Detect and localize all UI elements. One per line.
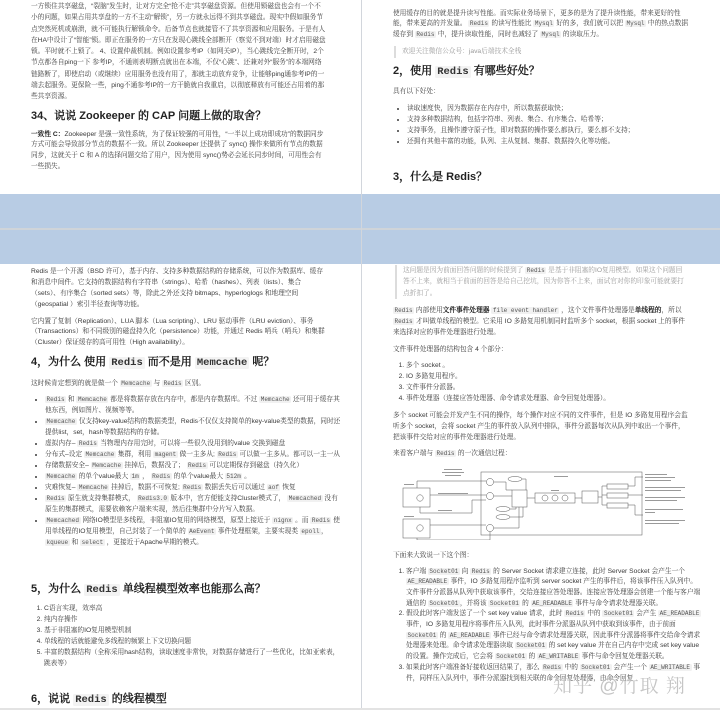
text-run: Zookeeper 是强一致性系统，为了保证较强的可用性，“一半以上成功即成功”的数据同步方式可能会导致部分节点的数据不一致。所以 Zookeeper 还提供了 sync() 操作来做所有节点的数据同步，这就关于 C 和 A 的选择问题交给了用户，因为使用 sync()势必会延长同步时间，可用性会有一些损失。 <box>31 130 324 170</box>
diagram-label <box>645 477 675 478</box>
text-run: 的 <box>437 631 449 639</box>
diagram-label <box>554 476 568 477</box>
inline-code: Redis <box>183 483 202 491</box>
text-run: 做一主多从; <box>177 450 217 458</box>
compare-item <box>45 394 341 416</box>
text-run: 原生就支持集群模式， <box>66 494 137 502</box>
heading-redis-benefits <box>393 64 540 79</box>
connect-handler-box <box>607 484 628 489</box>
inline-code: Redis <box>436 449 455 457</box>
text-run: 数据丢失后可以通过 <box>202 483 267 491</box>
inline-code: magent <box>154 450 177 458</box>
client-box-1 <box>403 488 430 507</box>
efficiency-item: 4. 单线程的话就能避免多线程的频繁上下文切换问题 <box>44 636 340 647</box>
inline-code: Redis <box>437 66 469 78</box>
compare-item <box>45 460 341 471</box>
text-run: 中的热点数据缓存到 <box>393 20 689 38</box>
text-run: 使用单线程的IO复用模型，自己封装了一个简单的 <box>45 516 340 535</box>
text-run: 的 <box>526 653 538 661</box>
inline-code: Redis <box>311 516 330 524</box>
server-socket-node <box>486 478 493 485</box>
diagram-label <box>438 493 468 494</box>
inline-code: AE_READABLE <box>659 610 700 618</box>
text-run: 分布式–设定 <box>45 450 85 458</box>
text-run: 的 <box>520 599 531 607</box>
inline-code: AeEvent <box>189 527 215 535</box>
connector-line <box>598 486 607 497</box>
client-box-2 <box>403 519 430 538</box>
text-run: 。而 <box>293 516 311 524</box>
text-run: ，并将该 <box>459 599 489 607</box>
inline-code: Memcache <box>46 472 76 480</box>
inline-code: Redis <box>163 379 182 387</box>
diagram-label <box>438 510 452 511</box>
inline-code: Socket01 <box>516 642 546 650</box>
inline-code: AE_WRITABLE <box>650 663 691 671</box>
inline-code: Redis <box>394 306 413 314</box>
structure-list <box>393 360 702 404</box>
page-separator-seam <box>0 228 720 230</box>
inline-code: file event handler <box>492 306 558 314</box>
inline-code: Socket01 <box>603 610 633 618</box>
text-run: 区别。 <box>183 379 206 387</box>
benefit-item: • 还拥有其他丰富的功能，队列、主从复制、集群、数据持久化等功能。 <box>407 136 697 147</box>
compare-intro <box>31 378 205 389</box>
text-run: 可以做一主多从。都可以一主一从 <box>237 450 340 458</box>
structure-item: 1. 多个 socket 。 <box>406 360 702 371</box>
socket02-node <box>486 524 493 531</box>
client-socket-1 <box>417 495 423 501</box>
bold-text: 单线程的 <box>634 306 662 314</box>
socket01-node <box>486 492 493 499</box>
queue-event-1 <box>542 495 548 501</box>
inline-code: Socket01 <box>496 653 526 661</box>
efficiency-item: 5. 丰富的数据结构（全称采用hash结构，读取速度非常快，对数据存储进行了一些优化，比如亚索表，跳表等） <box>44 647 340 669</box>
inline-code: Mysql <box>534 20 553 28</box>
event-node-1 <box>508 477 522 482</box>
text-run: 而不是用 <box>144 356 195 368</box>
text-run: ，更接近于Apache早期的模式。 <box>104 538 203 546</box>
text-run: 会产生 <box>634 610 659 618</box>
text-run: 。 <box>242 472 251 480</box>
text-run: 和 <box>66 395 77 403</box>
connector-line <box>628 477 643 486</box>
text-run: 有哪些好处？ <box>470 65 540 77</box>
text-run: 网络IO模型是多线程，非阻塞IO复用的网络模型，原型上接近于 <box>80 516 273 524</box>
inline-code: select <box>81 538 104 546</box>
flow-intro <box>393 448 511 459</box>
structure-item: 2. IO 多路复用程序。 <box>406 371 702 382</box>
text-run: 存储数据安全– <box>45 461 91 469</box>
inline-code: epoll <box>301 527 320 535</box>
structure-item: 3. 文件事件分派器。 <box>406 382 702 393</box>
text-run: 和 <box>69 538 81 546</box>
inline-code: 1m <box>131 472 139 480</box>
redis-features-paragraph: 它内置了复制（Replication）、LUA 脚本（Lua scripting）、LRU 驱动事件（LRU eviction）、事务（Transactions）和不同级别的磁盘持久化（persistence）功能，并通过 Redis 哨兵（哨兵）和集群（Cluster）保证缓存的高可用性（High availability）。 <box>31 317 325 346</box>
inline-code: 512m <box>226 472 241 480</box>
what-is-redis-paragraph: Redis 是一个开源（BSD 许可），基于内存、支持多种数据结构的存储系统，可以作为数据库、缓存和消息中间件。它支持的数据结构有字符串（strings）、哈希（hashes）、列表（lists）、集合（sets）、有序集合（sorted sets）等，除此之外还支持 bitmaps、hyperloglogs 和地理空间（geospatial ）索引半径查询等功能。 <box>31 267 324 309</box>
inline-code: Redis <box>78 439 97 447</box>
text-run: ，所以 <box>661 306 682 314</box>
inline-code: kqueue <box>46 538 69 546</box>
text-run: 事件处理框架，主要实现类 <box>215 527 300 535</box>
inline-code: Memcache <box>121 379 151 387</box>
heading-single-thread-efficiency <box>31 582 266 597</box>
text-run: 事件与命令请求处理器关联。 <box>573 599 663 607</box>
connector-line <box>494 482 512 490</box>
text-run: 是基于非阻塞的IO复用模型。如果这个问题回答不上来，就相当于前面的回答是给自己挖坑，因为你答不上来，面试官对你的印象可能就要打点折扣了。 <box>403 266 684 297</box>
inline-code: Redis <box>469 20 488 28</box>
text-run: 如果此时客户端准备好接收返回结果了，那么 <box>406 663 542 671</box>
text-run: 事件已经与命令请求处理器关联，因此事件分派器将事件交给命令请求处理器来处理。命令请求处理器读取 <box>406 631 701 650</box>
communication-step <box>406 609 702 663</box>
diagram-label <box>551 490 559 491</box>
text-run: 恢复 <box>280 483 296 491</box>
text-run: 中的 <box>585 610 603 618</box>
request-handler-box <box>607 493 628 498</box>
benefits-intro: 具有以下好处： <box>393 87 440 95</box>
text-run: 当物理内存用完时，可以将一些很久没用到的value 交换到磁盘 <box>98 439 286 447</box>
wechat-quote: 欢迎关注微信公众号：java后端技术全栈 <box>394 46 521 58</box>
inline-code: Redis <box>565 610 584 618</box>
communication-step <box>406 567 702 610</box>
text-run: 假设此时客户端发送了一个 set key value 请求，此时 <box>406 610 565 618</box>
text-run: 中的 <box>562 663 580 671</box>
diagram-label <box>404 516 414 517</box>
text-run: 挂掉后，数据不可恢复; <box>109 483 182 491</box>
dispatch-paragraph: 多个 socket 可能会并发产生不同的操作，每个操作对应不同的文件事件，但是 IO 多路复用程序会监听多个 socket，会将 socket 产生的事件放入队列中排队，事件分派器每次从队列中取出一个事件，把该事件交给对应的事件处理器进行处理。 <box>393 411 688 441</box>
benefit-item: • 支持多种数据结构，包括字符串、列表、集合、有序集合、哈希等； <box>407 114 697 125</box>
text-run: 中，提升读取性能，同时也减轻了 <box>435 30 541 38</box>
text-run: ， <box>140 472 151 480</box>
text-run: 事件，IO 多路复用程序将事件压入队列，此时事件分派器从队列中获取到该事件，由于前面 <box>406 621 676 629</box>
page-top-left <box>0 0 361 194</box>
compare-item <box>45 471 341 482</box>
text-run: 呢？ <box>249 356 275 368</box>
diagram-label <box>645 500 677 501</box>
cache-intro-paragraph <box>393 9 689 41</box>
client-socket-2 <box>417 525 423 531</box>
diagram-label <box>645 497 685 498</box>
benefit-item: • 读取速度快，因为数据存在内存中，所以数据获取快； <box>407 103 697 114</box>
heading-thread-model <box>31 692 167 707</box>
structure-item: 4. 事件处理器（连接应答处理器、命令请求处理器、命令回复处理器）。 <box>406 393 702 404</box>
inline-code: Redis <box>543 663 562 671</box>
inline-code: Memcache <box>46 417 76 425</box>
text-run: 虚拟内存– <box>45 439 78 447</box>
inline-code: Memcache <box>78 483 108 491</box>
benefit-item: • 支持事务，且操作遵守原子性，即对数据的操作要么都执行，要么都不支持； <box>407 125 697 136</box>
inline-code: Redis <box>46 395 65 403</box>
efficiency-item: 1. C语言实现，效率高 <box>44 603 340 614</box>
queue-event-3 <box>562 495 568 501</box>
inline-code: Mysql <box>626 20 645 28</box>
connector-line <box>510 507 516 509</box>
text-run: 5，为什么 <box>31 583 85 595</box>
text-run: 事件与命令回复处理器关联。 <box>579 653 669 661</box>
inline-code: Memcached <box>46 516 79 524</box>
redis-server-box <box>481 472 642 535</box>
efficiency-item: 2. 纯内存操作 <box>44 614 340 625</box>
connector-line <box>417 481 486 488</box>
text-run: 灾难恢复– <box>45 483 78 491</box>
inline-code: Redis <box>86 584 118 596</box>
diagram-label <box>442 472 464 473</box>
compare-item <box>45 482 341 493</box>
compare-list <box>31 394 341 548</box>
reply-handler-box <box>607 503 628 508</box>
text-run: 版本中，官方便能支持Cluster模式了， <box>168 494 288 502</box>
text-run: 的 set key value 并在自己内存中完成 set key value 的设置。操作完成后，它会将 <box>406 642 700 661</box>
bold-text: 一致性 C： <box>31 130 65 138</box>
communication-steps <box>393 567 702 685</box>
text-run: 来看客户端与 <box>393 449 435 457</box>
text-run: 事件，IO 多路复用程序监听到 server socket 产生的事件后，将该事件压入队列中。文件事件分派器从队列中获取该事件，交给连接应答处理器。连接应答处理器会创建一个能与客户端通信的 <box>406 578 701 607</box>
text-run: 的 Server Socket 请求建立连接，此时 Server Socket 会产生一个 <box>491 567 685 575</box>
inline-code: Redis <box>526 266 545 274</box>
split-brain-paragraph: 一方锁住共享磁盘，“裂脑”发生时，让对方完全“抢不走”共享磁盘资源。但使用锁磁盘也会有一个不小的问题，如果占用共享盘的一方不主动“解锁”，另一方就永远得不到共享磁盘。现实中假如服务节点突然死机或崩溃，就不可能执行解锁命令。后备节点也就接管不了共享资源和应用服务。于是有人在HA中设计了“智能”锁。即正在服务的一方只在发现心跳线全部断开（察觉不到对端）时才启用磁盘锁。平时就不上锁了。 4、设置仲裁机制。例如设置参考IP（如网关IP），当心跳线完全断开时，2个节点都各自ping一下 参考IP，不通则表明断点就出在本端，不仅“心跳”、还兼对外“服务”的本端网络链路断了，即使启动（或继续）应用服务也没有用了，那就主动放弃竞争，让能够ping通参考IP的一端去起服务。更保险一些，ping不通参考IP的一方干脆就自我重启，以彻底释放有可能还占用着的那些共享资源。 <box>31 3 326 100</box>
compare-item <box>45 493 341 515</box>
diagram-label <box>645 520 685 521</box>
diagram-label <box>645 490 681 491</box>
inline-code: Memcache <box>92 461 122 469</box>
text-run: 的一次通信过程： <box>456 449 512 457</box>
efficiency-item: 3. 基于非阻塞的IO复用模型机制 <box>44 625 340 636</box>
inline-code: Redis <box>188 461 207 469</box>
text-run: 6，说说 <box>31 693 74 705</box>
diagram-explain-intro: 下面来大致说一下这个图： <box>393 551 474 559</box>
heading-zookeeper-cap: 34、说说 Zookeeper 的 CAP 问题上做的取舍？ <box>31 110 267 122</box>
benefits-list <box>393 103 697 147</box>
inline-code: AE_READABLE <box>407 578 448 586</box>
connector-line <box>494 507 519 528</box>
text-run: 的线程模型 <box>108 693 167 705</box>
inline-code: aof <box>268 483 279 491</box>
inline-code: Socket01 <box>489 599 519 607</box>
connector-line <box>628 505 643 515</box>
structure-intro: 文件事件处理器的结构包含 4 个部分： <box>393 345 508 353</box>
text-run: 会产生一个 <box>611 663 649 671</box>
text-run: 的读取压力。 <box>561 30 604 38</box>
text-run: 2，使用 <box>393 65 436 77</box>
text-run: 可以定期保存到磁盘（持久化） <box>207 461 304 469</box>
inline-code: Memcache <box>85 450 115 458</box>
inline-code: Memcached <box>288 494 322 502</box>
inline-code: Redis <box>394 317 413 325</box>
page-top-right <box>362 0 720 194</box>
connector-line <box>522 479 526 490</box>
connector-line <box>602 497 607 505</box>
compare-item <box>45 438 341 449</box>
text-run: 没有原生的集群模式，需要依赖客户端来实现，然后往集群中分片写入数据。 <box>45 494 338 513</box>
heading-redis-vs-memcache <box>31 355 274 370</box>
text-run: ，这个文件事件处理器是 <box>559 306 635 314</box>
inline-code: Mysql <box>541 30 560 38</box>
compare-item <box>45 515 341 548</box>
compare-item <box>45 449 341 460</box>
inline-code: Memcache <box>260 395 290 403</box>
text-run: 集群，利用 <box>115 450 154 458</box>
page-bottom-right <box>362 264 720 710</box>
inline-code: Redis <box>416 30 435 38</box>
text-run: 事件，同样压入队列中，事件分派器找到相关联的命令回复处理器，由命令回复 <box>406 663 701 682</box>
io-multiplexer-box <box>512 490 527 507</box>
text-run: 好的多，我们就可以把 <box>554 20 625 28</box>
text-run: 内部使用 <box>414 306 443 314</box>
inline-code: AE_READABLE <box>532 599 572 607</box>
queue-event-2 <box>552 495 558 501</box>
queue-box <box>535 493 575 503</box>
diagram-label <box>444 469 462 470</box>
redis-communication-diagram <box>402 463 687 540</box>
event-dispatcher-box <box>582 491 598 503</box>
diagram-label <box>645 512 655 513</box>
text-run: 这问题是因为前面回答问题的时候提到了 <box>403 266 526 274</box>
inline-code: Redis <box>218 450 237 458</box>
inline-code: Redis <box>46 494 65 502</box>
interview-note-quote <box>395 265 688 300</box>
connector-line <box>417 532 490 540</box>
inline-code: Socket01 <box>407 631 437 639</box>
inline-code: Socket01 <box>429 599 459 607</box>
heading-what-is-redis: 3，什么是 Redis？ <box>393 171 488 183</box>
text-run: ， <box>320 527 328 535</box>
efficiency-list <box>31 603 340 669</box>
zhihu-watermark: 知乎 @竹取 翔 <box>553 676 686 697</box>
inline-code: Redis3.0 <box>138 494 168 502</box>
text-run: 4，为什么 使用 <box>31 356 110 368</box>
compare-item <box>45 416 341 438</box>
inline-code: AE_READABLE <box>449 631 490 639</box>
diagram-label <box>404 484 414 485</box>
text-run: 单线程模型效率也能那么高？ <box>119 583 266 595</box>
text-run: 的单个value最大 <box>76 472 131 480</box>
consistency-paragraph <box>31 130 327 173</box>
event-node-2 <box>496 507 510 512</box>
text-run: 客户端 <box>406 567 428 575</box>
bold-text: 文件事件处理器 <box>442 306 490 314</box>
diagram-label <box>445 475 461 476</box>
text-run: 挂掉后，数据没了； <box>122 461 187 469</box>
inline-code: Redis <box>111 357 143 369</box>
text-run: 仅支持key-value结构的数据类型，Redis不仅仅支持简单的key-value类型的数据，同时还提供list，set，hash等数据结构的存储。 <box>45 417 341 436</box>
text-run: 的读写性能比 <box>489 20 534 28</box>
text-run: 与 <box>151 379 163 387</box>
inline-code: Socket01 <box>429 567 459 575</box>
diagram-label <box>645 480 671 481</box>
diagram-label <box>645 474 667 475</box>
diagram-label <box>645 523 679 524</box>
text-run: 向 <box>459 567 471 575</box>
text-run: 才叫做单线程的模型。它采用 IO 多路复用机制同时监听多个 socket，根据 socket 上的事件来选择对应的事件处理器进行处理。 <box>393 317 685 337</box>
event-node-3 <box>496 515 510 520</box>
inline-code: nignx <box>273 516 292 524</box>
text-run: 还可用于缓存其他东西，例如图片、视频等等。 <box>45 395 340 414</box>
text-run: 这时候肯定想到的就是做一个 <box>31 379 120 387</box>
file-event-handler-paragraph <box>393 305 689 339</box>
diagram-label <box>645 509 683 510</box>
inline-code: AE_WRITABLE <box>538 653 579 661</box>
text-run: 都是将数据存放在内存中，都是内存数据库。不过 <box>108 395 260 403</box>
inline-code: Redis <box>152 472 171 480</box>
inline-code: Socket01 <box>581 663 611 671</box>
page-column-divider <box>361 0 362 710</box>
connector-line <box>510 507 523 517</box>
page-bottom-left <box>0 264 361 710</box>
diagram-svg <box>402 463 687 540</box>
text-run: 的单个value最大 <box>171 472 225 480</box>
inline-code: Memcache <box>196 357 248 369</box>
inline-code: Redis <box>75 694 107 706</box>
text-run: 使用缓存的目的就是提升读写性能。而实际业务场景下，更多的是为了提升读性能，带来更好的性能，带来更高的并发量。 <box>393 9 681 28</box>
inline-code: Redis <box>471 567 490 575</box>
inline-code: Memcache <box>77 395 107 403</box>
diagram-label <box>645 487 685 488</box>
